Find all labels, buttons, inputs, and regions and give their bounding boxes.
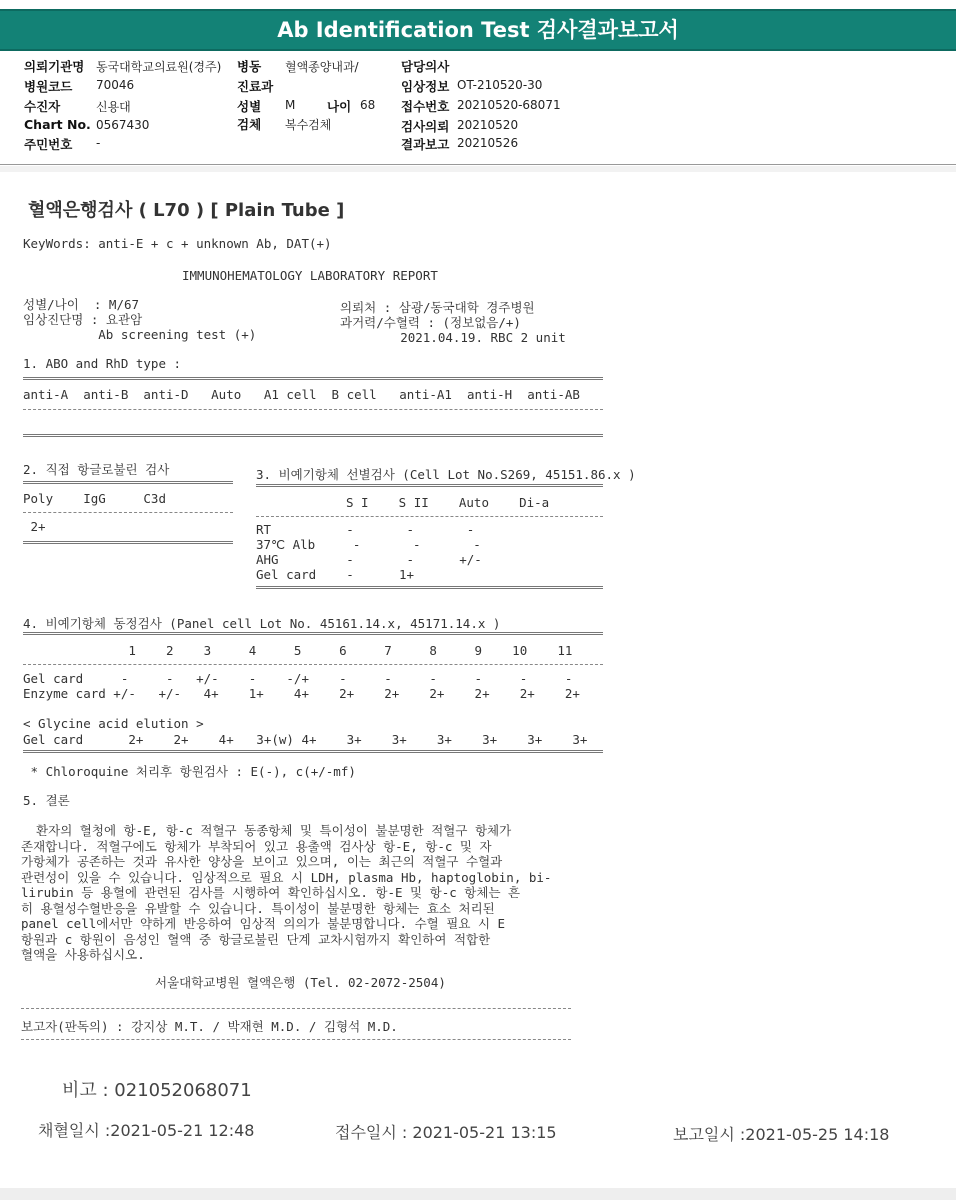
glycine-row: Gel card 2+ 2+ 4+ 3+(w) 4+ 3+ 3+ 3+ 3+ 3+ 3+ (23, 732, 588, 747)
recipient-label: 수진자 (24, 99, 61, 114)
doctor-label: 담당의사 (401, 59, 450, 74)
hospital-code-label: 병원코드 (24, 79, 73, 94)
screen-title: 3. 비예기항체 선별검사 (Cell Lot No.S269, 45151.86.x ) (256, 467, 636, 482)
institution-label: 의뢰기관명 (24, 59, 85, 74)
panel-rule-mid (23, 664, 603, 665)
ward-label: 병동 (237, 59, 262, 74)
collected-datetime: 채혈일시 :2021-05-21 12:48 (38, 1121, 255, 1140)
received-datetime: 접수일시 : 2021-05-21 13:15 (335, 1123, 557, 1142)
screen-rule-bottom (256, 586, 603, 589)
panel-rows: Gel card - - +/- - -/+ - - - - - - Enzyme card +/- +/- 4+ 1+ 4+ 2+ 2+ 2+ 2+ 2+ 2+ (23, 671, 580, 701)
conclusion-text: 환자의 혈청에 항-E, 항-c 적혈구 동종항체 및 특이성이 불분명한 적혈구 항체가 존재합니다. 적혈구에도 항체가 부착되어 있고 용출액 검사상 항-E, 항-c 및 자 가항체가 공존하는 것과 유사한 양상을 보이고 있으며, 이는 최근의 적혈구 수혈과 관련성이 있을 수 있습니다. 임상적으로 필요 시 LDH, plasma Hb, haptoglobin, bi- lirubin 등 용혈에 관련된 검사를 시행하여 확인하십시오. 항-E 및 항-c 항체는 흔 히 용혈성수혈반응을 유발할 수 있습니다. 특이성이 불분명한 항체는 효소 처리된 panel cell에서만 약하게 반응하여 임상적 의의가 불분명합니다. 수혈 필요 시 E 항원과 c 항원이 음성인 혈액 중 항글로불린 단계 교차시험까지 확인하여 적합한 혈액을 사용하십시오. (21, 823, 552, 962)
patient-info-panel (0, 52, 956, 164)
reporter-line: 보고자(판독의) : 강지상 M.T. / 박재현 M.D. / 김형석 M.D. (21, 1019, 398, 1034)
reported-datetime: 보고일시 :2021-05-25 14:18 (673, 1125, 890, 1144)
specimen-label: 검체 (237, 117, 262, 132)
report-date-value: 20210526 (457, 136, 519, 150)
chart-no-value: 0567430 (96, 118, 150, 132)
screen-header: S I S II Auto Di-a (346, 495, 550, 510)
panel-rule-top (23, 632, 603, 635)
dat-rule-mid (23, 512, 233, 513)
dat-rule-bottom (23, 541, 233, 544)
page-footer-strip (0, 1188, 956, 1200)
recipient-value: 신용대 (96, 100, 131, 114)
chart-no-label: Chart No. (24, 117, 91, 132)
abo-header: anti-A anti-B anti-D Auto A1 cell B cell anti-A1 anti-H anti-AB (23, 387, 580, 402)
section-title: 혈액은행검사 ( L70 ) [ Plain Tube ] (28, 200, 345, 221)
panel-rule-bottom (23, 750, 603, 753)
info-divider (0, 164, 956, 165)
glycine-title: < Glycine acid elution > (23, 716, 204, 731)
patient-summary-left: 성별/나이 : M/67 임상진단명 : 요관암 Ab screening test (+) (23, 297, 257, 342)
screen-rule-mid (256, 516, 603, 517)
age-value: 68 (360, 98, 376, 112)
dat-value: 2+ (23, 519, 46, 534)
sex-label: 성별 (237, 99, 262, 114)
resident-no-label: 주민번호 (24, 137, 73, 152)
institution-line: 서울대학교병원 혈액은행 (Tel. 02-2072-2504) (155, 975, 446, 990)
patient-summary-right: 의뢰처 : 삼광/동국대학 경주병원 과거력/수혈력 : (정보없음/+) 2021.04.19. RBC 2 unit (340, 300, 566, 345)
dat-title: 2. 직접 항글로불린 검사 (23, 462, 170, 477)
request-date-label: 검사의뢰 (401, 119, 450, 134)
reporter-rule-bottom (21, 1039, 571, 1040)
clinical-info-value: OT-210520-30 (457, 78, 543, 92)
hospital-code-value: 70046 (96, 78, 135, 92)
sex-value: M (285, 98, 296, 112)
specimen-value: 복수검체 (285, 118, 332, 132)
reporter-rule-top (21, 1008, 571, 1009)
receipt-no-value: 20210520-68071 (457, 98, 561, 112)
panel-header: 1 2 3 4 5 6 7 8 9 10 11 (23, 643, 573, 658)
institution-value: 동국대학교의료원(경주) (96, 60, 222, 74)
request-date-value: 20210520 (457, 118, 519, 132)
keywords: KeyWords: anti-E + c + unknown Ab, DAT(+) (23, 236, 332, 251)
chloroquine-note: * Chloroquine 처리후 항원검사 : E(-), c(+/-mf) (23, 764, 356, 779)
age-label: 나이 (327, 99, 352, 114)
abo-rule-bottom (23, 434, 603, 437)
info-divider-shade (0, 166, 956, 172)
report-header-title: Ab Identification Test 검사결과보고서 (0, 9, 956, 51)
ward-value: 혈액종양내과/ (285, 60, 359, 74)
conclusion-title: 5. 결론 (23, 793, 70, 808)
abo-rule-mid (23, 409, 603, 410)
resident-no-value: - (96, 136, 101, 150)
abo-rule-top (23, 377, 603, 380)
clinical-info-label: 임상정보 (401, 79, 450, 94)
panel-title: 4. 비예기항체 동정검사 (Panel cell Lot No. 45161.14.x, 45171.14.x ) (23, 616, 501, 631)
dat-header: Poly IgG C3d (23, 491, 166, 506)
abo-title: 1. ABO and RhD type : (23, 356, 182, 371)
lab-title: IMMUNOHEMATOLOGY LABORATORY REPORT (182, 268, 438, 283)
receipt-no-label: 접수번호 (401, 99, 450, 114)
dept-label: 진료과 (237, 79, 274, 94)
remark: 비고 : 021052068071 (62, 1080, 252, 1101)
report-date-label: 결과보고 (401, 137, 450, 152)
dat-rule-top (23, 481, 233, 484)
screen-rows: RT - - - 37℃ Alb - - - AHG - - +/- Gel card - 1+ (256, 522, 482, 582)
screen-rule-top (256, 484, 603, 487)
